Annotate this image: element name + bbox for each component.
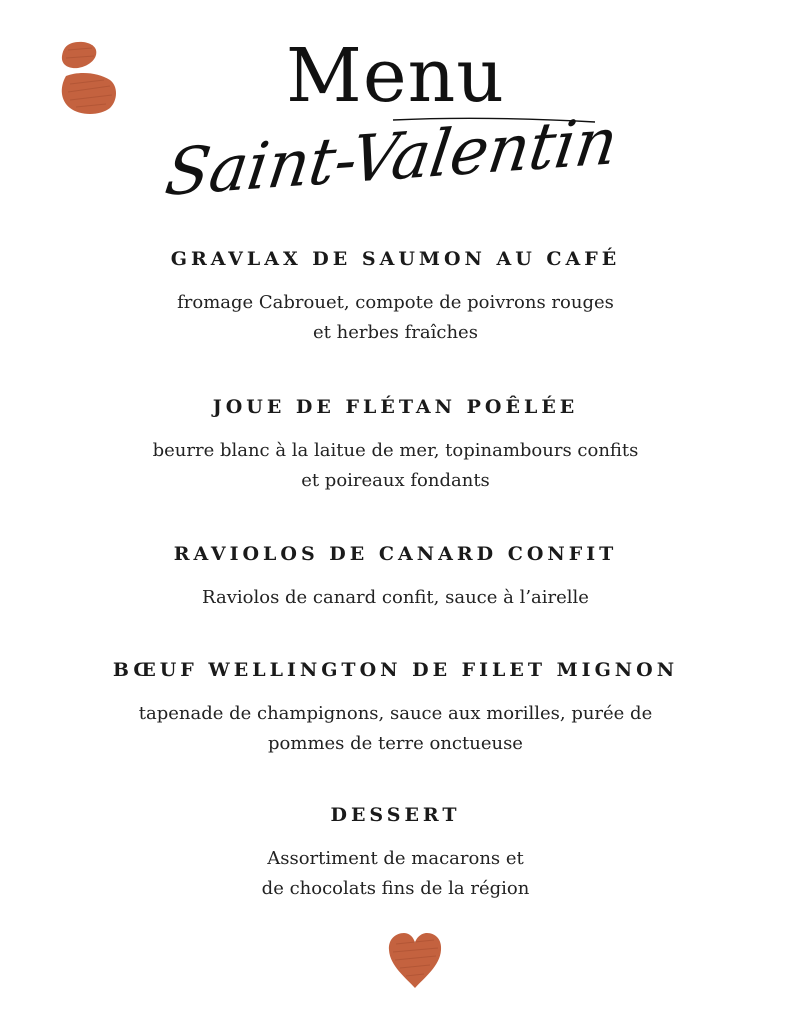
course-3 <box>0 543 791 613</box>
course-2 <box>0 396 791 496</box>
heart-icon <box>386 930 444 990</box>
page-title: Menu <box>286 33 505 119</box>
description-line: pommes de terre onctueuse <box>268 733 523 754</box>
course-1 <box>0 248 791 348</box>
subtitle-text: Saint-Valentin <box>160 104 623 211</box>
course-title: BŒUF WELLINGTON DE FILET MIGNON <box>112 659 679 681</box>
description-line: Raviolos de canard confit, sauce à l’airelle <box>202 587 589 608</box>
description-line: beurre blanc à la laitue de mer, topinambours confits <box>152 440 639 461</box>
course-title: JOUE DE FLÉTAN POÊLÉE <box>212 396 579 418</box>
script-subtitle <box>160 100 623 215</box>
course-description <box>0 288 791 348</box>
description-line: de chocolats fins de la région <box>261 878 530 899</box>
description-line: Assortiment de macarons et <box>267 848 524 869</box>
description-line: fromage Cabrouet, compote de poivrons rouges <box>177 292 614 313</box>
course-title: DESSERT <box>330 804 461 826</box>
course-description <box>0 583 791 613</box>
course-description <box>0 436 791 496</box>
course-title: GRAVLAX DE SAUMON AU CAFÉ <box>170 248 621 270</box>
description-line: tapenade de champignons, sauce aux morilles, purée de <box>138 703 653 724</box>
description-line: et herbes fraîches <box>313 322 478 343</box>
course-description <box>0 844 791 904</box>
course-5 <box>0 804 791 904</box>
course-4 <box>0 659 791 759</box>
description-line: et poireaux fondants <box>301 470 490 491</box>
course-description <box>0 699 791 759</box>
course-title: RAVIOLOS DE CANARD CONFIT <box>173 543 618 565</box>
